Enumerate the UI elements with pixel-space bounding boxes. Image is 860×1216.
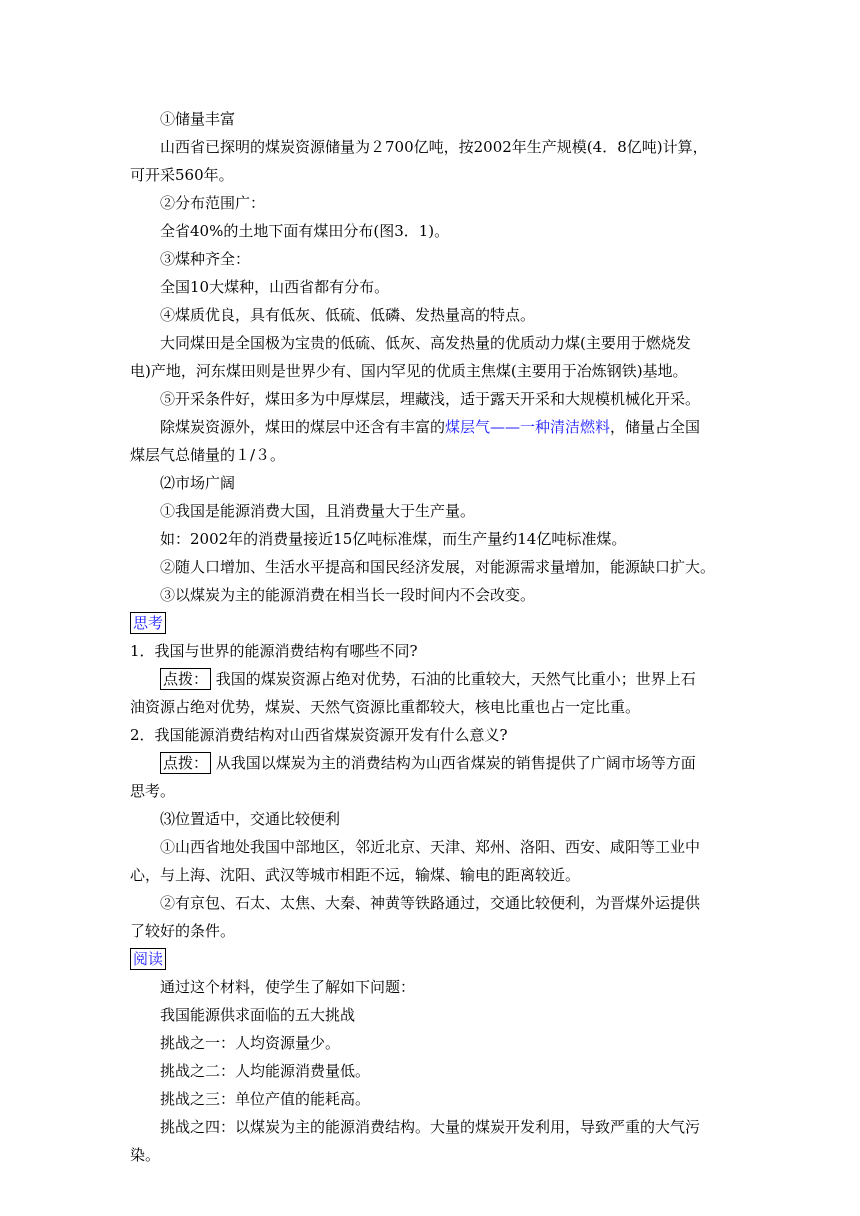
text-line: ⑵市场广阔 [160,474,236,492]
hint-label: 点拨： [160,752,211,774]
text-line: ②有京包、石太、太焦、大秦、神黄等铁路通过，交通比较便利，为晋煤外运提供 [160,894,701,912]
text-line: 心，与上海、沈阳、武汉等城市相距不远，输煤、输电的距离较近。 [130,866,581,884]
hint-label: 点拨： [160,668,211,690]
text-line: ⑶位置适中，交通比较便利 [160,810,341,828]
text-line: 全省40%的土地下面有煤田分布(图3．1)。 [160,222,450,240]
document-page [130,105,730,1169]
text-line: 挑战之二：人均能源消费量低。 [160,1062,371,1080]
coalbed-methane-link[interactable]: 煤层气——一种清洁燃料 [445,418,611,436]
text-line: 挑战之四：以煤炭为主的能源消费结构。大量的煤炭开发利用，导致严重的大气污 [160,1118,701,1136]
text-line: 大同煤田是全国极为宝贵的低硫、低灰、高发热量的优质动力煤(主要用于燃烧发 [160,334,691,352]
text-line: 通过这个材料，使学生了解如下问题： [160,978,416,996]
answer-2-line [130,749,730,777]
text-line: 油资源占绝对优势，煤炭、天然气资源比重都较大，核电比重也占一定比重。 [130,698,641,716]
text-line: 挑战之一：人均资源量少。 [160,1034,341,1052]
text-line: ①储量丰富 [160,110,236,128]
text-line: 了较好的条件。 [130,922,236,940]
text-line: 可开采560年。 [130,166,234,184]
answer-1-line [130,665,730,693]
text-line: ②分布范围广： [160,194,266,212]
text-line: ③煤种齐全： [160,250,251,268]
question-2: 2．我国能源消费结构对山西省煤炭资源开发有什么意义? [130,726,508,744]
read-label[interactable]: 阅读 [130,948,166,970]
text-line: ②随人口增加、生活水平提高和国民经济发展，对能源需求量增加，能源缺口扩大。 [160,558,716,576]
text-line [130,413,730,441]
text-line: 染。 [130,1146,161,1164]
text-line: 思考。 [130,782,176,800]
answer-2-text: 从我国以煤炭为主的消费结构为山西省煤炭的销售提供了广阔市场等方面 [215,754,696,772]
text-line: ③以煤炭为主的能源消费在相当长一段时间内不会改变。 [160,586,536,604]
text-line: 我国能源供求面临的五大挑战 [160,1006,356,1024]
text-line: 煤层气总储量的１/３。 [130,446,286,464]
text-line: ⑤开采条件好，煤田多为中厚煤层，埋藏浅，适于露天开采和大规模机械化开采。 [160,390,701,408]
read-section-label [130,945,730,973]
text-line: 挑战之三：单位产值的能耗高。 [160,1090,371,1108]
text-line: ①我国是能源消费大国，且消费量大于生产量。 [160,502,476,520]
text-line: 全国10大煤种，山西省都有分布。 [160,278,390,296]
text-line: 山西省已探明的煤炭资源储量为２700亿吨，按2002年生产规模(4．8亿吨)计算， [160,138,708,156]
answer-1-text: 我国的煤炭资源占绝对优势，石油的比重较大，天然气比重小；世界上石 [215,670,696,688]
text-line: ①山西省地处我国中部地区，邻近北京、天津、郑州、洛阳、西安、咸阳等工业中 [160,838,701,856]
question-1: 1．我国与世界的能源消费结构有哪些不同? [130,642,418,660]
text-span: 除煤炭资源外，煤田的煤层中还含有丰富的 [160,418,446,436]
think-section-label [130,609,730,637]
text-line: 电)产地，河东煤田则是世界少有、国内罕见的优质主焦煤(主要用于冶炼钢铁)基地。 [130,362,688,380]
text-line: 如：2002年的消费量接近15亿吨标准煤，而生产量约14亿吨标准煤。 [160,530,627,548]
text-span: ，储量占全国 [610,418,701,436]
think-label[interactable]: 思考 [130,612,166,634]
text-line: ④煤质优良，具有低灰、低硫、低磷、发热量高的特点。 [160,306,536,324]
